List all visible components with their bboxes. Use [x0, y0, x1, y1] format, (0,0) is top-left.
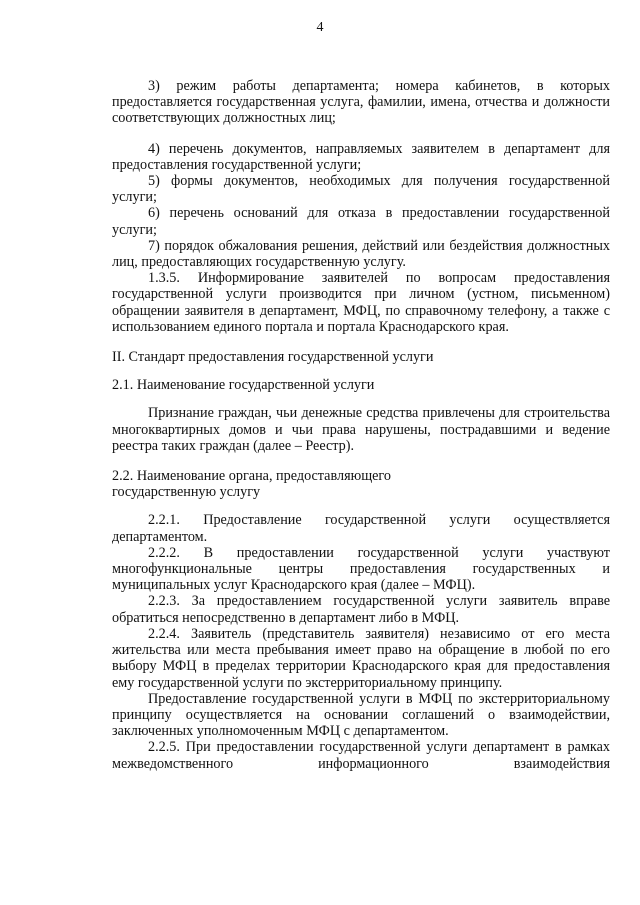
list-item-5: 5) формы документов, необходимых для получения государственной услуги;: [112, 173, 610, 206]
list-item-4: 4) перечень документов, направляемых заявителем в департамент для предоставления государственной услуги;: [112, 140, 610, 173]
list-item-7: 7) порядок обжалования решения, действий или бездействия должностных лиц, предоставляющих государственную услугу.: [112, 237, 610, 271]
paragraph-2-1: Признание граждан, чьи денежные средства привлечены для строительства многоквартирных домов и чьи права нарушены, пострадавшими и ведение реестра таких граждан (далее – Реестр).: [112, 405, 610, 454]
paragraph-2-2-5: 2.2.5. При предоставлении государственной услуги департамент в рамках межведомственного информационного взаимодействия: [112, 739, 610, 772]
page-number: 4: [316, 20, 324, 35]
list-item-6: 6) перечень оснований для отказа в предоставлении государственной услуги;: [112, 205, 610, 238]
section-title: II. Стандарт предоставления государственной услуги: [112, 349, 434, 366]
paragraph-2-2-1: 2.2.1. Предоставление государственной услуги осуществляется департаментом.: [112, 512, 610, 545]
list-item-3: 3) режим работы департамента; номера кабинетов, в которых предоставляется государственная услуга, фамилии, имена, отчества и должности соответствующих должностных лиц;: [112, 78, 610, 127]
document-body: [112, 78, 610, 772]
subsection-2-2-heading-line2: государственную услугу: [112, 484, 261, 501]
paragraph-1-3-5: 1.3.5. Информирование заявителей по вопросам предоставления государственной услуги производится при личном (устном, письменном) обращении заявителя в департамент, МФЦ, по справочному телефону, а также с использованием единого портала и портала Краснодарского края.: [112, 270, 610, 335]
paragraph-2-2-2: 2.2.2. В предоставлении государственной услуги участвуют многофункциональные центры предоставления государственных и муниципальных услуг Краснодарского края (далее – МФЦ).: [112, 544, 610, 594]
subsection-2-2-heading-line1: 2.2. Наименование органа, предоставляющего: [112, 468, 391, 485]
paragraph-2-2-4-extra: Предоставление государственной услуги в МФЦ по экстерриториальному принципу осуществляется на основании соглашений о взаимодействии, заключенных уполномоченным МФЦ с департаментом.: [112, 690, 610, 740]
subsection-2-1-heading: 2.1. Наименование государственной услуги: [112, 377, 375, 394]
paragraph-2-2-4: 2.2.4. Заявитель (представитель заявителя) независимо от его места жительства или места пребывания имеет право на обращение в любой по его выбору МФЦ в пределах территории Краснодарского края для предоставления ему государственной услуги по экстерриториальному принципу.: [112, 625, 610, 691]
paragraph-2-2-3: 2.2.3. За предоставлением государственной услуги заявитель вправе обратиться непосредственно в департамент либо в МФЦ.: [112, 593, 610, 626]
